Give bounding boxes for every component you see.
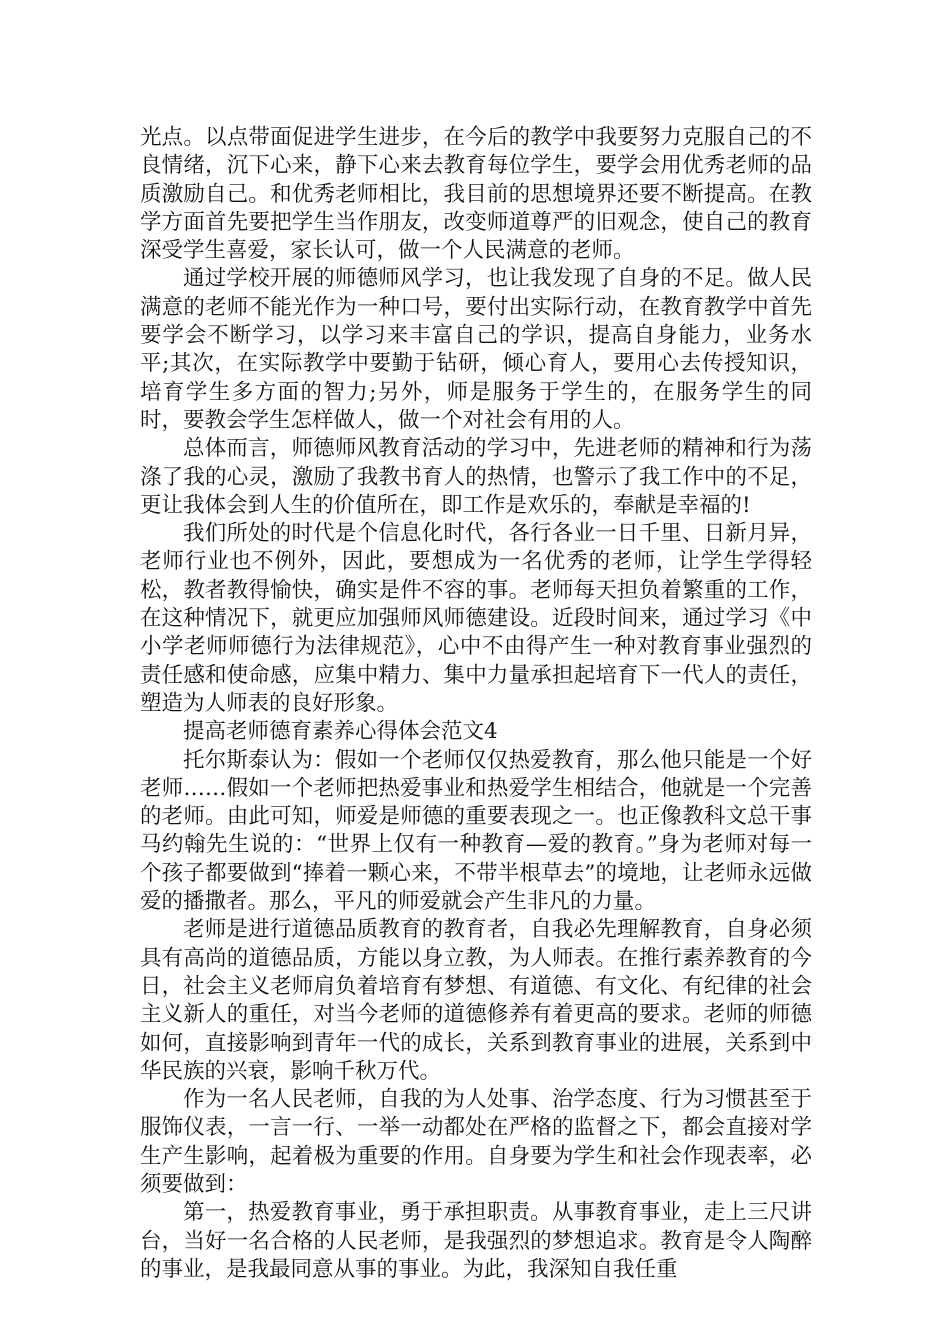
paragraph-8: 第一，热爱教育事业，勇于承担职责。从事教育事业，走上三尺讲台，当好一名合格的人民老师，是我强烈的梦想追求。教育是令人陶醉的事业，是我最同意从事的事业。为此，我深知自我任重: [140, 1200, 812, 1282]
paragraph-1: 光点。以点带面促进学生进步，在今后的教学中我要努力克服自己的不良情绪，沉下心来，静下心来去教育每位学生，要学会用优秀老师的品质激励自己。和优秀老师相比，我目前的思想境界还要不断提高。在教学方面首先要把学生当作朋友，改变师道尊严的旧观念，使自己的教育深受学生喜爱，家长认可，做一个人民满意的老师。: [140, 125, 812, 264]
paragraph-3: 总体而言，师德师风教育活动的学习中，先进老师的精神和行为荡涤了我的心灵，激励了我教书育人的热情，也警示了我工作中的不足，更让我体会到人生的价值所在，即工作是欢乐的，奉献是幸福的!: [140, 436, 812, 518]
section-heading: 提高老师德育素养心得体会范文4: [183, 719, 498, 745]
document-page: [140, 124, 812, 1284]
paragraph-5: 托尔斯泰认为：假如一个老师仅仅热爱教育，那么他只能是一个好老师……假如一个老师把热爱事业和热爱学生相结合，他就是一个完善的老师。由此可知，师爱是师德的重要表现之一。也正像教科文总干事马约翰先生说的：“世界上仅有一种教育—爱的教育。”身为老师对每一个孩子都要做到“捧着一颗心来，不带半根草去”的境地，让老师永远做爱的播撒者。那么，平凡的师爱就会产生非凡的力量。: [140, 747, 812, 915]
paragraph-6: 老师是进行道德品质教育的教育者，自我必先理解教育，自身必须具有高尚的道德品质，方能以身立教，为人师表。在推行素养教育的今日，社会主义老师肩负着培育有梦想、有道德、有文化、有纪律的社会主义新人的重任，对当今老师的道德修养有着更高的要求。老师的师德如何，直接影响到青年一代的成长，关系到教育事业的进展，关系到中华民族的兴衰，影响千秋万代。: [140, 917, 812, 1084]
paragraph-7: 作为一名人民老师，自我的为人处事、治学态度、行为习惯甚至于服饰仪表，一言一行、一举一动都处在严格的监督之下，都会直接对学生产生影响，起着极为重要的作用。自身要为学生和社会作现表率，必须要做到：: [140, 1087, 812, 1197]
paragraph-2: 通过学校开展的师德师风学习，也让我发现了自身的不足。做人民满意的老师不能光作为一种口号，要付出实际行动，在教育教学中首先要学会不断学习，以学习来丰富自己的学识，提高自身能力，业务水平;其次，在实际教学中要勤于钻研，倾心育人，要用心去传授知识，培育学生多方面的智力;另外，师是服务于学生的，在服务学生的同时，要教会学生怎样做人，做一个对社会有用的人。: [140, 266, 812, 433]
paragraph-4: 我们所处的时代是个信息化时代，各行各业一日千里、日新月异，老师行业也不例外，因此，要想成为一名优秀的老师，让学生学得轻松，教者教得愉快，确实是件不容的事。老师每天担负着繁重的工作，在这种情况下，就更应加强师风师德建设。近段时间来，通过学习《中小学老师师德行为法律规范》，心中不由得产生一种对教育事业强烈的责任感和使命感，应集中精力、集中力量承担起培育下一代人的责任，塑造为人师表的良好形象。: [140, 521, 812, 716]
